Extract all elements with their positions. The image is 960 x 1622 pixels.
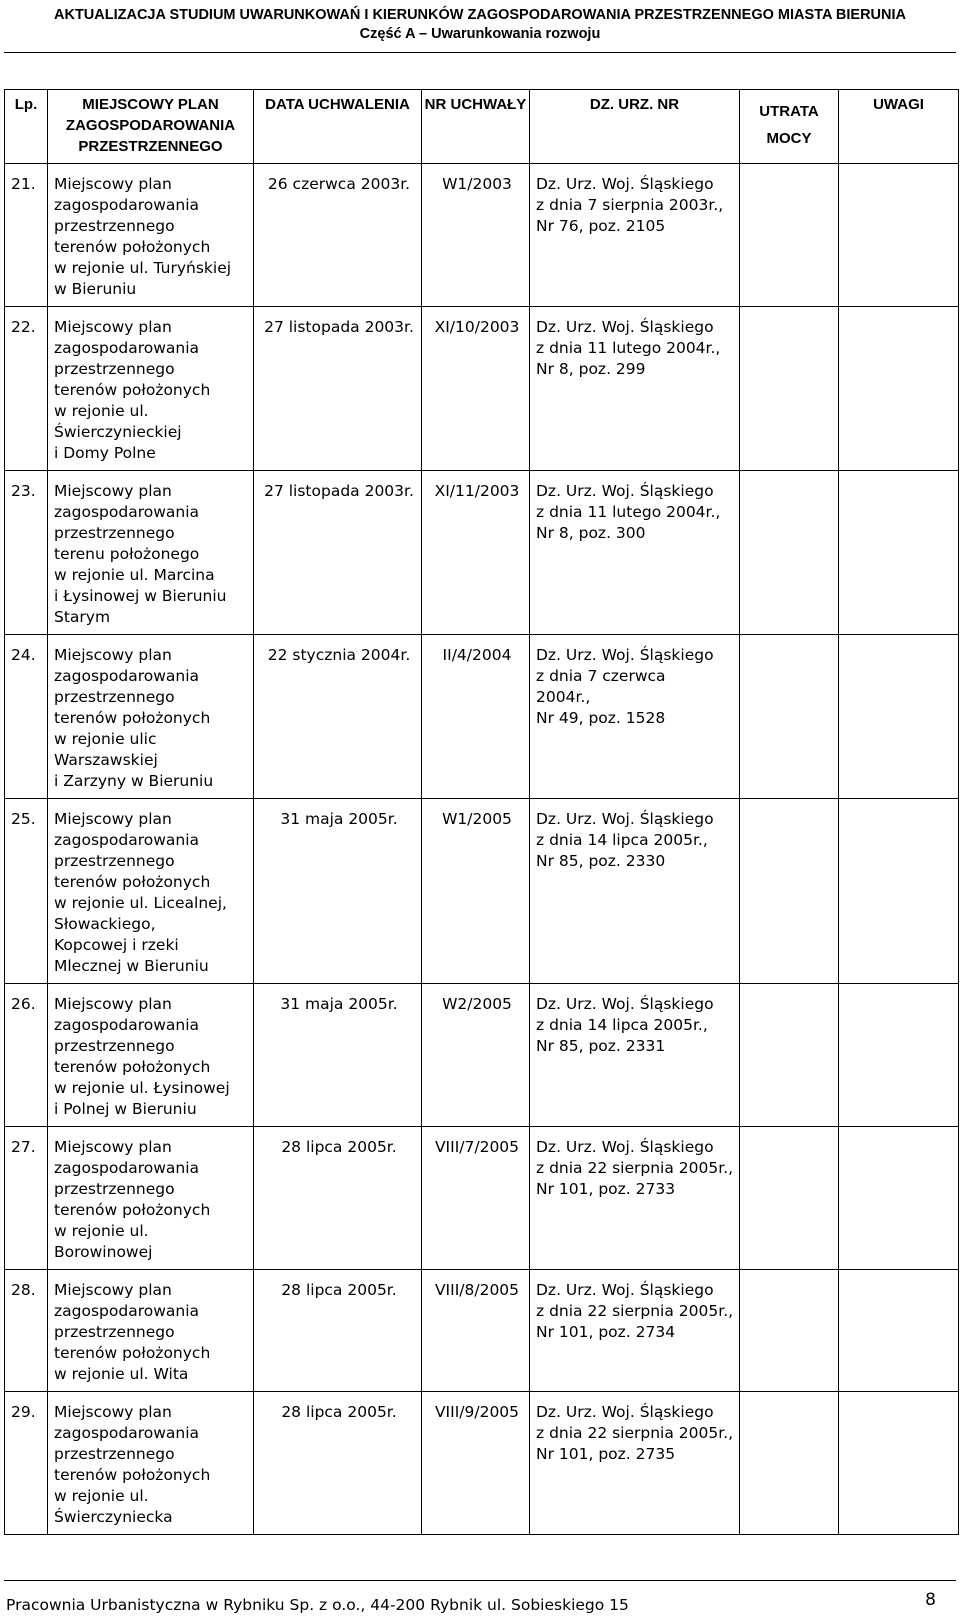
col-header-dz: DZ. URZ. NR	[530, 90, 740, 164]
table-row	[5, 1127, 959, 1270]
table-row	[5, 635, 959, 799]
footer-text: Pracownia Urbanistyczna w Rybniku Sp. z o.o., 44-200 Rybnik ul. Sobieskiego 15	[6, 1596, 629, 1614]
row-publication: Dz. Urz. Woj. Śląskiego z dnia 7 czerwca 2004r., Nr 49, poz. 1528	[530, 635, 740, 799]
row-utrata	[740, 1270, 839, 1392]
row-plan-name: Miejscowy plan zagospodarowania przestrzennego terenów położonych w rejonie ul. Świerczyniecka	[48, 1392, 254, 1535]
row-plan-name: Miejscowy plan zagospodarowania przestrzennego terenów położonych w rejonie ul. Wita	[48, 1270, 254, 1392]
row-utrata	[740, 1392, 839, 1535]
row-publication: Dz. Urz. Woj. Śląskiego z dnia 11 lutego 2004r., Nr 8, poz. 300	[530, 471, 740, 635]
row-plan-name: Miejscowy plan zagospodarowania przestrzennego terenów położonych w rejonie ulic Warszawskiej i Zarzyny w Bieruniu	[48, 635, 254, 799]
row-publication: Dz. Urz. Woj. Śląskiego z dnia 11 lutego 2004r., Nr 8, poz. 299	[530, 307, 740, 471]
row-date: 28 lipca 2005r.	[254, 1127, 422, 1270]
row-lp: 29.	[5, 1392, 48, 1535]
row-publication: Dz. Urz. Woj. Śląskiego z dnia 7 sierpnia 2003r., Nr 76, poz. 2105	[530, 164, 740, 307]
row-lp: 21.	[5, 164, 48, 307]
table-row	[5, 471, 959, 635]
row-date: 22 stycznia 2004r.	[254, 635, 422, 799]
table-row	[5, 307, 959, 471]
header-title: AKTUALIZACJA STUDIUM UWARUNKOWAŃ I KIERUNKÓW ZAGOSPODAROWANIA PRZESTRZENNEGO MIASTA BIERUNIA	[54, 7, 906, 23]
row-uwagi	[839, 164, 959, 307]
row-lp: 23.	[5, 471, 48, 635]
row-uwagi	[839, 635, 959, 799]
row-publication: Dz. Urz. Woj. Śląskiego z dnia 22 sierpnia 2005r., Nr 101, poz. 2733	[530, 1127, 740, 1270]
row-publication: Dz. Urz. Woj. Śląskiego z dnia 22 sierpnia 2005r., Nr 101, poz. 2734	[530, 1270, 740, 1392]
row-lp: 22.	[5, 307, 48, 471]
row-lp: 24.	[5, 635, 48, 799]
row-uwagi	[839, 1270, 959, 1392]
col-header-lp: Lp.	[5, 90, 48, 164]
page-number: 8	[925, 1590, 936, 1610]
table-row	[5, 1270, 959, 1392]
row-resolution-nr: VIII/8/2005	[422, 1270, 530, 1392]
row-date: 28 lipca 2005r.	[254, 1270, 422, 1392]
row-utrata	[740, 984, 839, 1127]
row-publication: Dz. Urz. Woj. Śląskiego z dnia 14 lipca 2005r., Nr 85, poz. 2330	[530, 799, 740, 984]
row-resolution-nr: W1/2003	[422, 164, 530, 307]
row-date: 28 lipca 2005r.	[254, 1392, 422, 1535]
row-utrata	[740, 164, 839, 307]
row-utrata	[740, 307, 839, 471]
col-header-date: DATA UCHWALENIA	[254, 90, 422, 164]
row-lp: 25.	[5, 799, 48, 984]
row-plan-name: Miejscowy plan zagospodarowania przestrzennego terenu położonego w rejonie ul. Marcina i Łysinowej w Bieruniu Starym	[48, 471, 254, 635]
row-publication: Dz. Urz. Woj. Śląskiego z dnia 14 lipca 2005r., Nr 85, poz. 2331	[530, 984, 740, 1127]
document-header	[0, 6, 960, 44]
row-resolution-nr: VIII/9/2005	[422, 1392, 530, 1535]
col-header-nr: NR UCHWAŁY	[422, 90, 530, 164]
table-header-row	[5, 90, 959, 164]
row-plan-name: Miejscowy plan zagospodarowania przestrzennego terenów położonych w rejonie ul. Łysinowej i Polnej w Bieruniu	[48, 984, 254, 1127]
table-row	[5, 984, 959, 1127]
row-utrata	[740, 471, 839, 635]
table-row	[5, 164, 959, 307]
row-uwagi	[839, 984, 959, 1127]
col-header-utrata: UTRATA MOCY	[740, 90, 839, 164]
row-plan-name: Miejscowy plan zagospodarowania przestrzennego terenów położonych w rejonie ul. Licealnej, Słowackiego, Kopcowej i rzeki Mlecznej w Bieruniu	[48, 799, 254, 984]
row-utrata	[740, 799, 839, 984]
row-resolution-nr: W2/2005	[422, 984, 530, 1127]
row-uwagi	[839, 1392, 959, 1535]
row-date: 27 listopada 2003r.	[254, 471, 422, 635]
col-header-uwagi: UWAGI	[839, 90, 959, 164]
table-row	[5, 799, 959, 984]
row-resolution-nr: XI/10/2003	[422, 307, 530, 471]
col-header-plan: MIEJSCOWY PLAN ZAGOSPODAROWANIA PRZESTRZENNEGO	[48, 90, 254, 164]
row-resolution-nr: II/4/2004	[422, 635, 530, 799]
row-uwagi	[839, 471, 959, 635]
row-resolution-nr: W1/2005	[422, 799, 530, 984]
footer-divider	[4, 1580, 956, 1581]
header-subtitle: Część A – Uwarunkowania rozwoju	[359, 26, 601, 42]
header-divider	[4, 52, 956, 53]
row-plan-name: Miejscowy plan zagospodarowania przestrzennego terenów położonych w rejonie ul. Świerczynieckiej i Domy Polne	[48, 307, 254, 471]
row-utrata	[740, 1127, 839, 1270]
row-resolution-nr: XI/11/2003	[422, 471, 530, 635]
row-uwagi	[839, 799, 959, 984]
row-publication: Dz. Urz. Woj. Śląskiego z dnia 22 sierpnia 2005r., Nr 101, poz. 2735	[530, 1392, 740, 1535]
row-date: 26 czerwca 2003r.	[254, 164, 422, 307]
row-uwagi	[839, 1127, 959, 1270]
row-plan-name: Miejscowy plan zagospodarowania przestrzennego terenów położonych w rejonie ul. Turyńskiej w Bieruniu	[48, 164, 254, 307]
row-uwagi	[839, 307, 959, 471]
row-resolution-nr: VIII/7/2005	[422, 1127, 530, 1270]
row-lp: 28.	[5, 1270, 48, 1392]
row-plan-name: Miejscowy plan zagospodarowania przestrzennego terenów położonych w rejonie ul. Borowinowej	[48, 1127, 254, 1270]
plans-table	[4, 89, 959, 1535]
table-row	[5, 1392, 959, 1535]
row-date: 31 maja 2005r.	[254, 984, 422, 1127]
row-date: 31 maja 2005r.	[254, 799, 422, 984]
row-utrata	[740, 635, 839, 799]
row-date: 27 listopada 2003r.	[254, 307, 422, 471]
row-lp: 26.	[5, 984, 48, 1127]
row-lp: 27.	[5, 1127, 48, 1270]
